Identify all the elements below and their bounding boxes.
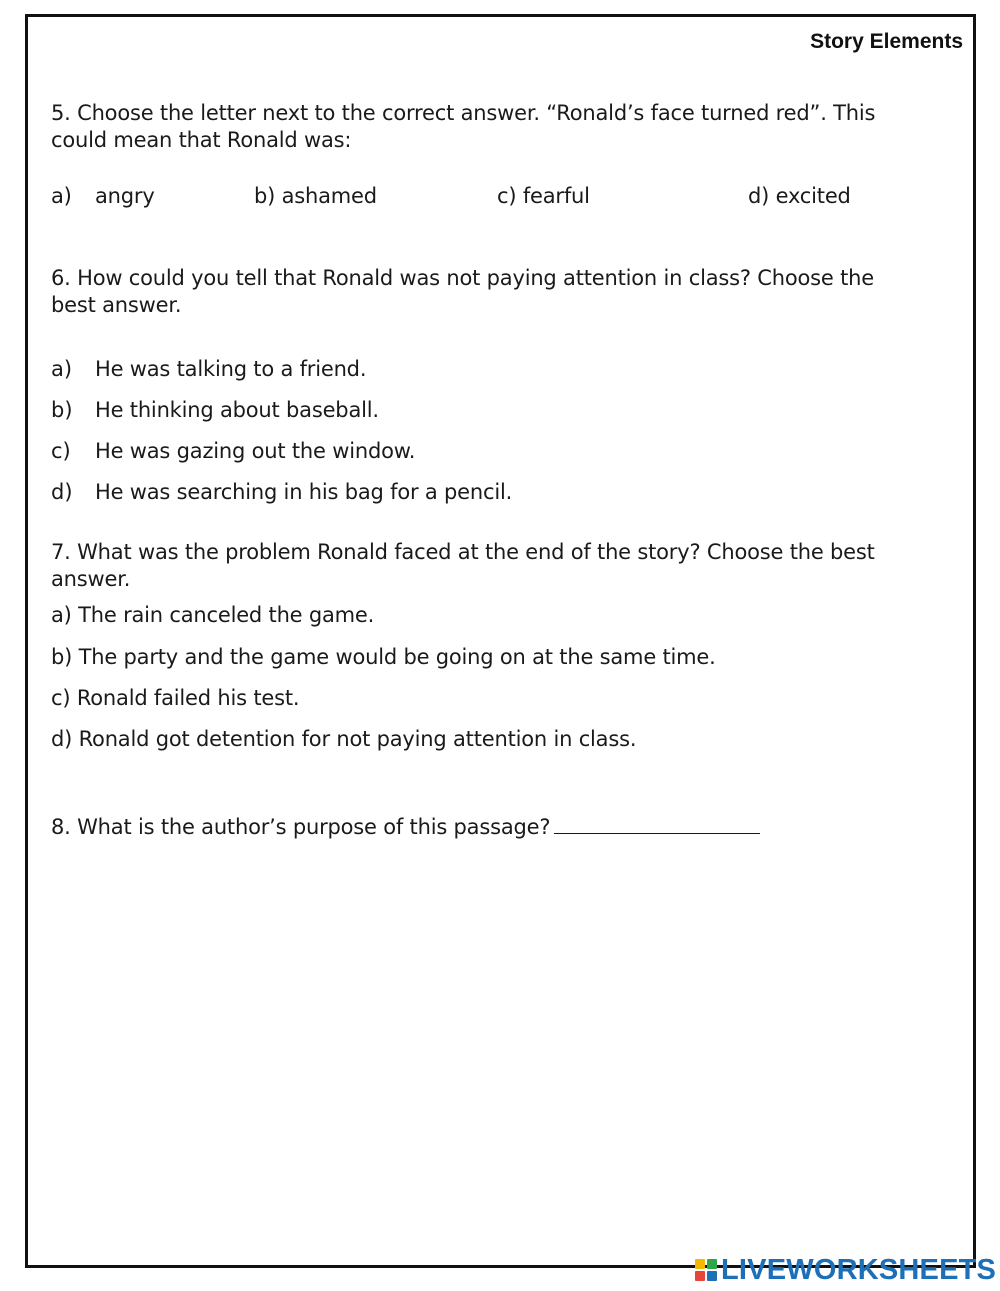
question-6 <box>51 265 951 319</box>
question-6-line-2: best answer. <box>51 293 182 317</box>
q6-option-d[interactable]: He was searching in his bag for a pencil. <box>95 480 513 504</box>
q6-option-a[interactable]: He was talking to a friend. <box>95 357 367 381</box>
q6-option-d-letter: d) <box>51 480 73 504</box>
liveworksheets-logo <box>695 1253 996 1287</box>
question-8-prompt: 8. What is the author’s purpose of this passage? <box>51 815 551 839</box>
q7-option-c[interactable]: c) Ronald failed his test. <box>51 686 300 710</box>
q6-option-b[interactable]: He thinking about baseball. <box>95 398 379 422</box>
question-5-line-1: 5. Choose the letter next to the correct answer. “Ronald’s face turned red”. This <box>51 101 876 125</box>
q6-option-c-letter: c) <box>51 439 71 463</box>
q5-option-b[interactable]: b) ashamed <box>254 184 377 208</box>
question-5 <box>51 100 951 154</box>
question-7-line-1: 7. What was the problem Ronald faced at the end of the story? Choose the best <box>51 540 875 564</box>
logo-squares-icon <box>695 1259 717 1281</box>
q5-option-c[interactable]: c) fearful <box>497 184 590 208</box>
q7-option-d[interactable]: d) Ronald got detention for not paying attention in class. <box>51 727 637 751</box>
logo-text: LIVEWORKSHEETS <box>721 1254 997 1286</box>
logo-square-yellow <box>695 1259 705 1269</box>
question-5-line-2: could mean that Ronald was: <box>51 128 352 152</box>
q5-option-a[interactable]: angry <box>95 184 155 208</box>
question-8 <box>51 813 760 841</box>
q7-option-b[interactable]: b) The party and the game would be going on at the same time. <box>51 645 716 669</box>
question-7 <box>51 539 951 593</box>
q6-option-c[interactable]: He was gazing out the window. <box>95 439 416 463</box>
question-6-line-1: 6. How could you tell that Ronald was not paying attention in class? Choose the <box>51 266 874 290</box>
q8-answer-blank[interactable] <box>554 815 760 834</box>
q6-option-b-letter: b) <box>51 398 73 422</box>
logo-square-red <box>695 1271 705 1281</box>
q5-option-d[interactable]: d) excited <box>748 184 851 208</box>
page-title: Story Elements <box>810 30 963 53</box>
logo-square-green <box>707 1259 717 1269</box>
logo-square-blue <box>707 1271 717 1281</box>
q5-option-a-letter: a) <box>51 184 72 208</box>
question-7-line-2: answer. <box>51 567 131 591</box>
q7-option-a[interactable]: a) The rain canceled the game. <box>51 603 375 627</box>
q6-option-a-letter: a) <box>51 357 73 381</box>
